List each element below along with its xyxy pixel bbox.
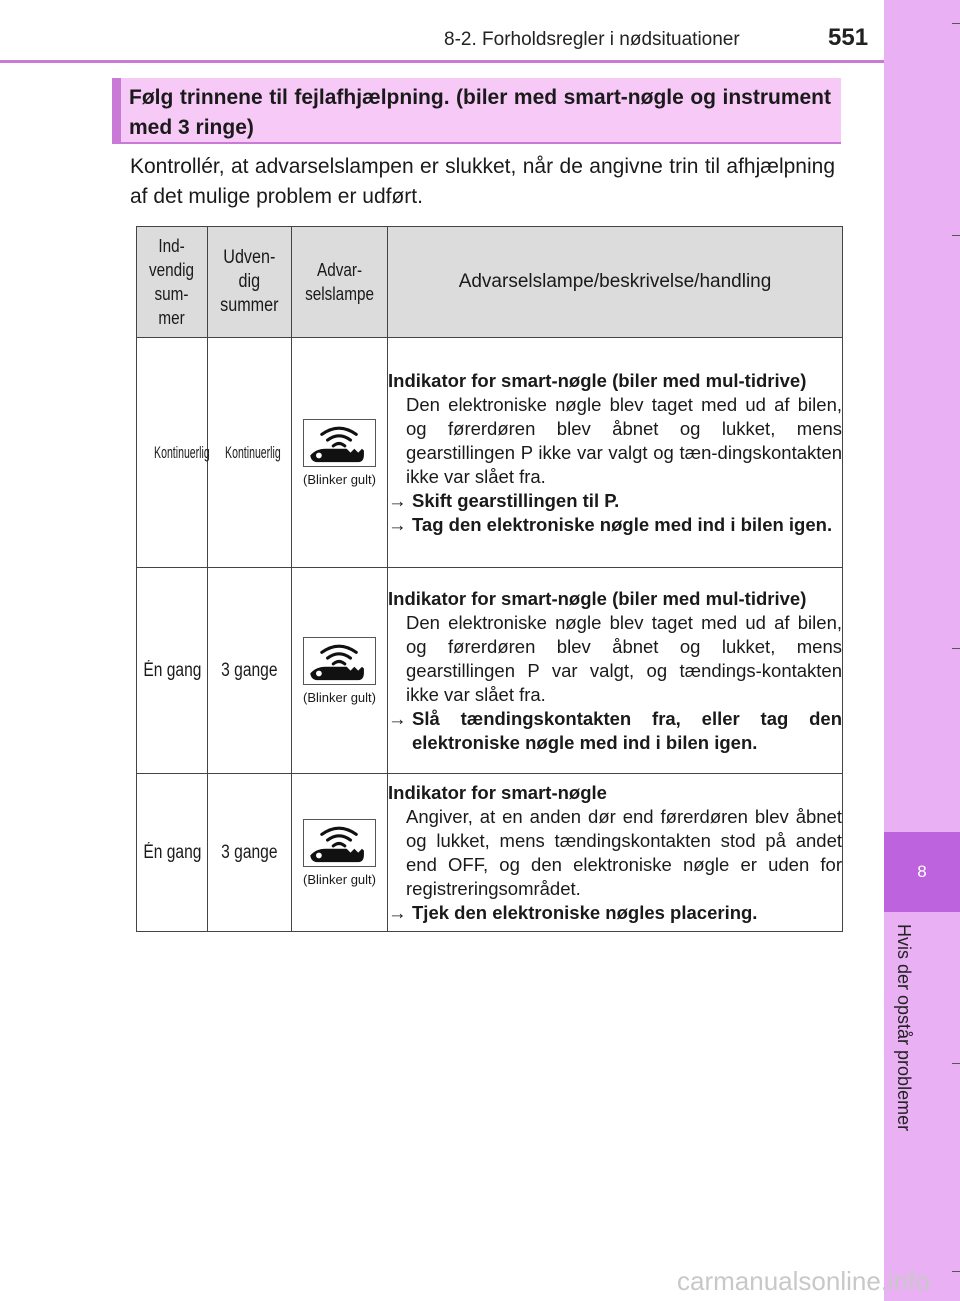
arrow-icon: → bbox=[388, 901, 407, 923]
smart-key-indicator-icon bbox=[303, 419, 376, 467]
lamp-caption: (Blinker gult) bbox=[303, 689, 376, 705]
description-cell bbox=[388, 338, 843, 568]
action-step: → Tjek den elektroniske nøgles placering. bbox=[388, 901, 758, 923]
warning-lamp-cell bbox=[292, 568, 388, 774]
indicator-title: Indikator for smart-nøgle (biler med mul-tidrive) bbox=[388, 587, 807, 609]
table-header-row bbox=[137, 227, 843, 338]
page-number: 551 bbox=[828, 24, 869, 51]
indicator-description: Den elektroniske nøgle blev taget med ud af bilen, og førerdøren blev åbnet og lukket, mens gearstillingen P var valgt, og tændings-kontakten ikke var slået fra. bbox=[406, 611, 842, 705]
interior-buzzer-cell: Én gang bbox=[137, 774, 208, 932]
watermark: carmanualsonline.info bbox=[677, 1266, 930, 1296]
description-cell bbox=[388, 568, 843, 774]
smart-key-indicator-icon bbox=[303, 637, 376, 685]
crop-mark bbox=[952, 648, 960, 649]
indicator-description: Angiver, at en anden dør end førerdøren blev åbnet og lukket, mens tændingskontakten stod på andet end OFF, og den elektroniske nøgle er uden for registreringsområdet. bbox=[406, 805, 842, 899]
chapter-title: Hvis der opstår problemer bbox=[894, 924, 914, 1132]
indicator-description: Den elektroniske nøgle blev taget med ud af bilen, og førerdøren blev åbnet og lukket, mens gearstillingen P ikke var valgt og tæn-dingskontakten ikke var slået fra. bbox=[406, 393, 842, 487]
interior-buzzer-cell: Kontinuerlig bbox=[137, 338, 208, 568]
header-interior-buzzer: Ind- vendig sum- mer bbox=[137, 227, 208, 338]
header-description: Advarselslampe/beskrivelse/handling bbox=[388, 227, 843, 338]
exterior-buzzer-cell: 3 gange bbox=[208, 774, 292, 932]
heading-accent-bar bbox=[112, 78, 121, 142]
exterior-buzzer-cell: Kontinuerlig bbox=[208, 338, 292, 568]
chapter-number-box: 8 bbox=[884, 832, 960, 912]
lamp-caption: (Blinker gult) bbox=[303, 871, 376, 887]
crop-mark bbox=[952, 23, 960, 24]
interior-buzzer-cell: Én gang bbox=[137, 568, 208, 774]
action-step: → Tag den elektroniske nøgle med ind i bilen igen. bbox=[388, 513, 833, 535]
table-row bbox=[137, 338, 843, 568]
section-heading bbox=[112, 78, 841, 144]
smart-key-indicator-icon bbox=[303, 819, 376, 867]
crop-mark bbox=[952, 235, 960, 236]
lamp-caption: (Blinker gult) bbox=[303, 471, 376, 487]
action-step: → Slå tændingskontakten fra, eller tag den elektroniske nøgle med ind i bilen igen. bbox=[388, 707, 842, 753]
header-rule bbox=[0, 60, 884, 63]
warning-table bbox=[136, 226, 843, 932]
description-cell bbox=[388, 774, 843, 932]
header-warning-lamp: Advar- selslampe bbox=[292, 227, 388, 338]
crop-mark bbox=[952, 1271, 960, 1272]
warning-lamp-cell bbox=[292, 774, 388, 932]
indicator-title: Indikator for smart-nøgle (biler med mul-tidrive) bbox=[388, 369, 807, 391]
action-step: → Skift gearstillingen til P. bbox=[388, 489, 620, 511]
table-row bbox=[137, 774, 843, 932]
indicator-title: Indikator for smart-nøgle bbox=[388, 781, 607, 803]
heading-text: Følg trinnene til fejlafhjælpning. (biler med smart-nøgle og instrument med 3 ringe) bbox=[129, 86, 831, 139]
arrow-icon: → bbox=[388, 707, 407, 729]
arrow-icon: → bbox=[388, 489, 407, 511]
exterior-buzzer-cell: 3 gange bbox=[208, 568, 292, 774]
intro-paragraph: Kontrollér, at advarselslampen er slukket, når de angivne trin til afhjælpning af det mulige problem er udført. bbox=[130, 155, 835, 208]
crop-mark bbox=[952, 1063, 960, 1064]
warning-lamp-cell bbox=[292, 338, 388, 568]
header-exterior-buzzer: Udven- dig summer bbox=[208, 227, 292, 338]
section-title: 8-2. Forholdsregler i nødsituationer bbox=[444, 29, 740, 50]
table-row bbox=[137, 568, 843, 774]
arrow-icon: → bbox=[388, 513, 407, 535]
